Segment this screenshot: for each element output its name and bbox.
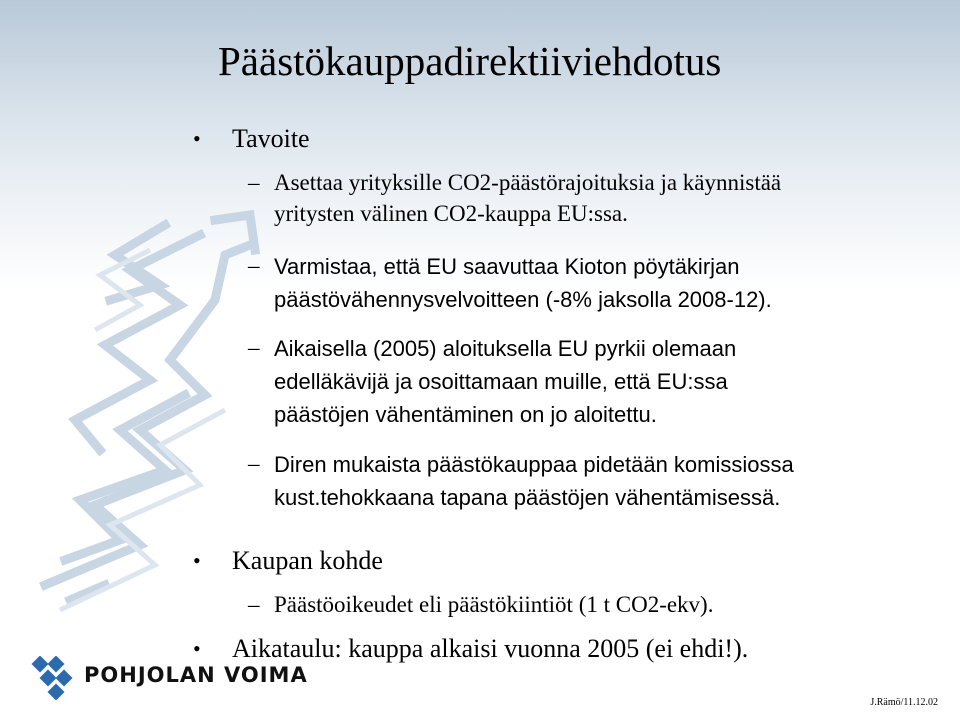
dash-icon: –	[248, 170, 260, 195]
bullet-aikataulu: Aikataulu: kauppa alkaisi vuonna 2005 (ei ehdi!).	[232, 634, 749, 663]
footer-author-date: J.Rämö/11.12.02	[870, 697, 938, 708]
subitem-line: yritysten välinen CO2-kauppa EU:ssa.	[274, 201, 628, 226]
dash-icon: –	[248, 335, 260, 360]
subitem-line: Aikaisella (2005) aloituksella EU pyrkii olemaan	[274, 336, 737, 361]
bullet-tavoite: Tavoite	[232, 124, 310, 153]
subitem-line: Varmistaa, että EU saavuttaa Kioton pöytäkirjan	[274, 254, 740, 279]
logo-text: POHJOLAN VOIMA	[84, 663, 308, 687]
dash-icon: –	[248, 451, 260, 476]
dash-icon: –	[248, 253, 260, 278]
subitem-line: kust.tehokkaana tapana päästöjen vähentämisessä.	[274, 485, 781, 510]
subitem-line: Diren mukaista päästökauppaa pidetään komissiossa	[274, 452, 794, 477]
dash-icon: –	[248, 592, 260, 617]
subitem-line: päästövähennysvelvoitteen (-8% jaksolla 2008-12).	[274, 287, 772, 312]
pohjolan-voima-logo-icon	[30, 656, 76, 700]
bullet-kaupan-kohde: Kaupan kohde	[232, 546, 383, 575]
subitem-line: Päästöoikeudet eli päästökiintiöt (1 t CO2-ekv).	[274, 592, 714, 617]
subitem-line: edelläkävijä ja osoittamaan muille, että EU:ssa	[274, 369, 728, 394]
bullet-dot-icon: •	[193, 636, 201, 661]
subitem-line: päästöjen vähentäminen on jo aloitettu.	[274, 402, 657, 427]
bullet-dot-icon: •	[193, 126, 201, 151]
slide-title: Päästökauppadirektiiviehdotus	[218, 38, 722, 84]
subitem-line: Asettaa yrityksille CO2-päästörajoituksia ja käynnistää	[274, 170, 782, 195]
bullet-dot-icon: •	[193, 548, 201, 573]
